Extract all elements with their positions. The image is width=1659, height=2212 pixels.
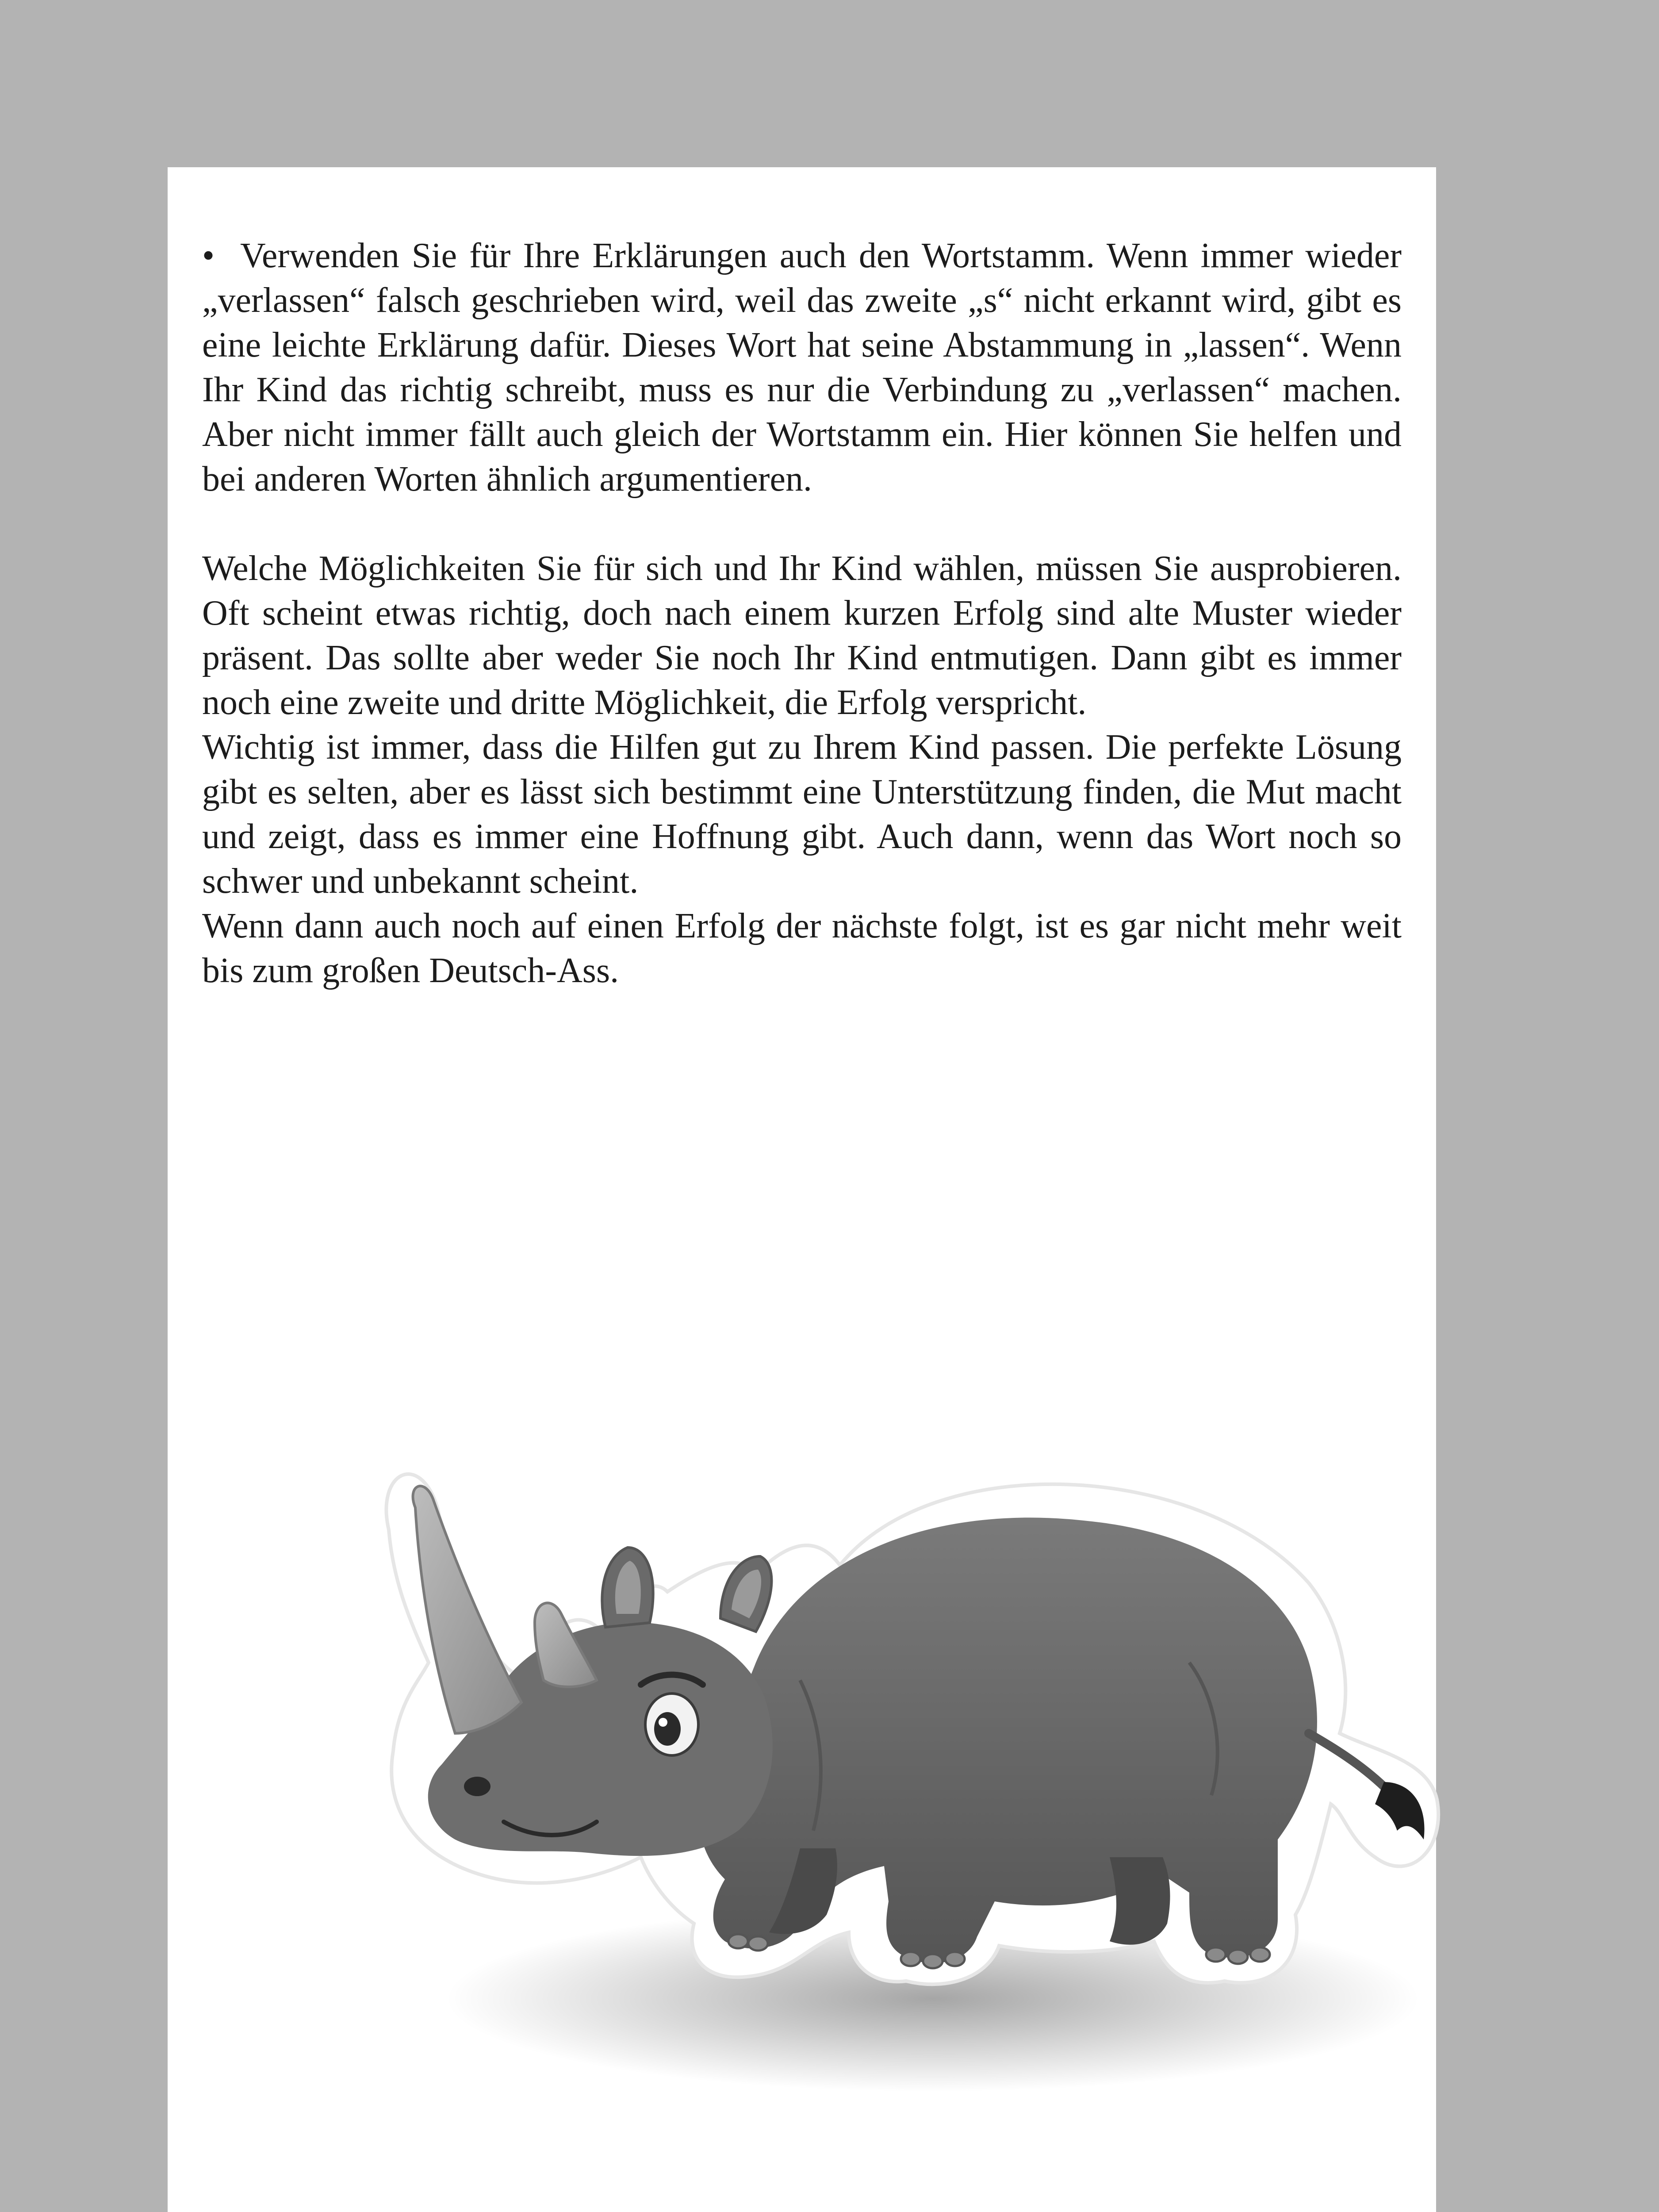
- bullet-text: Verwenden Sie für Ihre Erklärungen auch den Wortstamm. Wenn immer wieder „verlassen“ falsch geschrieben wird, weil das zweite „s“ nicht erkannt wird, gibt es eine leichte Erklärung dafür. Dieses Wort hat seine Abstammung in „lassen“. Wenn Ihr Kind das richtig schreibt, muss es nur die Verbindung zu „verlassen“ machen. Aber nicht immer fällt auch gleich der Wortstamm ein. Hier können Sie helfen und bei anderen Worten ähnlich argumentieren.: [202, 236, 1402, 499]
- body-text: [202, 234, 1402, 993]
- rhino-icon: [358, 1415, 1455, 2140]
- bullet-item: [202, 234, 1402, 502]
- paragraph-1: Welche Möglichkeiten Sie für sich und Ihr Kind wählen, müssen Sie ausprobieren. Oft scheint etwas richtig, doch nach einem kurzen Erfolg sind alte Muster wieder präsent. Das sollte aber weder Sie noch Ihr Kind entmutigen. Dann gibt es immer noch eine zweite und dritte Möglichkeit, die Erfolg verspricht.: [202, 549, 1402, 722]
- paragraph-2: Wichtig ist immer, dass die Hilfen gut zu Ihrem Kind passen. Die perfekte Lösung gibt es selten, aber es lässt sich bestimmt eine Unterstützung finden, die Mut macht und zeigt, dass es immer eine Hoffnung gibt. Auch dann, wenn das Wort noch so schwer und unbekannt scheint.: [202, 728, 1402, 901]
- book-page: [168, 167, 1436, 2212]
- bullet-dot: •: [202, 236, 215, 275]
- paragraph-3: Wenn dann auch noch auf einen Erfolg der nächste folgt, ist es gar nicht mehr weit bis zum großen Deutsch-Ass.: [202, 906, 1402, 990]
